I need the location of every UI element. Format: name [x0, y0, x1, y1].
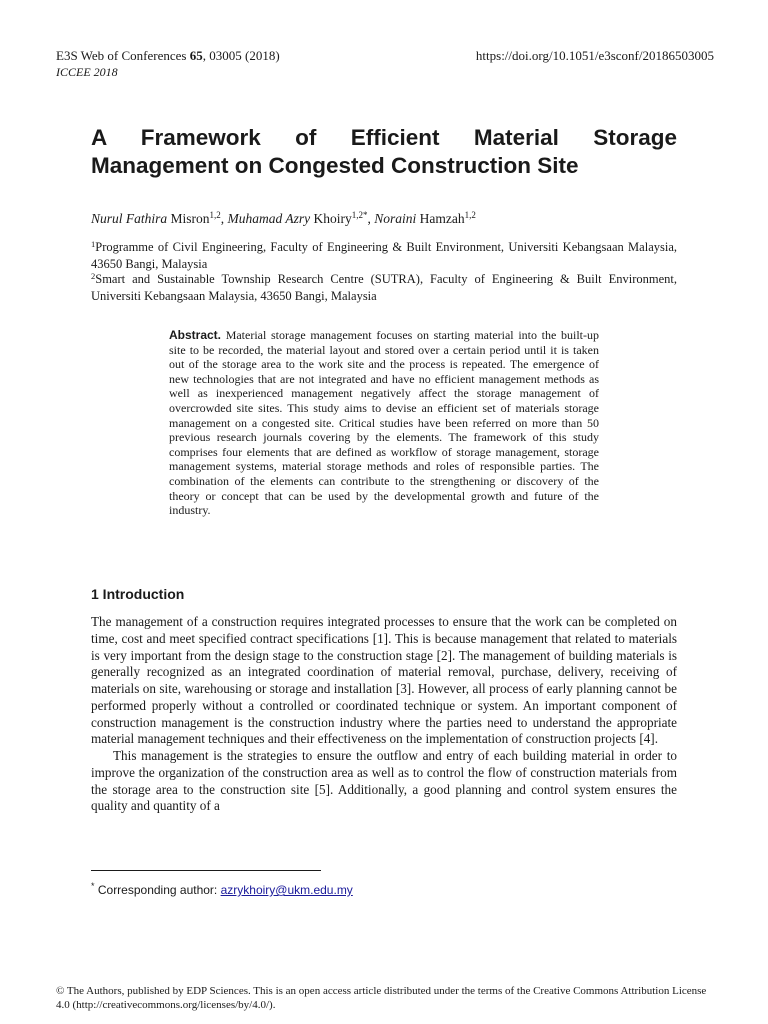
volume-number: 65	[189, 48, 203, 63]
paragraph: This management is the strategies to ensure the outflow and entry of each building material in order to improve the organization of the construction area as well as to control the flow of construction materials from the storage area to the construction site [5]. Additionally, a good planning and control system ensures the quality and quantity of a	[91, 748, 677, 814]
footnote-divider	[91, 870, 321, 871]
license-notice: © The Authors, published by EDP Sciences. This is an open access article distributed under the terms of the Creative Commons Attribution License 4.0 (http://creativecommons.org/licenses/by/4.0/).	[56, 985, 707, 1011]
abstract-label: Abstract.	[169, 328, 222, 342]
abstract	[169, 328, 599, 518]
author-email-link[interactable]: azrykhoiry@ukm.edu.my	[220, 883, 353, 897]
affiliation: $^2$Smart and Sustainable Township Research Centre (SUTRA), Faculty of Engineering & Built Environment, Universiti Kebangsaan Malaysia, 43650 Bangi, Malaysia	[91, 271, 677, 303]
conference-citation: E3S Web of Conferences 65, 03005 (2018)	[56, 48, 280, 63]
paragraph: The management of a construction requires integrated processes to ensure that the work can be completed on time, cost and meet specified contract specifications [1]. This is because management that related to materials is very important from the design stage to the construction stage [2]. The management of building materials is generally recognized as an integrated coordination of material removal, purchase, delivery, receiving of materials on site, warehousing or storage and installation [3]. However, all process of early planning cannot be performed properly without a controlled or coordinated technique or system. An important component of construction management is the construction industry where the parties need to understand the appropriate material management techniques and their effectiveness on the implementation of construction projects [4].	[91, 614, 677, 747]
corresponding-author-footnote: * Corresponding author: azrykhoiry@ukm.edu.my	[91, 881, 353, 897]
author: Noraini Hamzah$^{1,2}$	[374, 210, 476, 226]
abstract-text: Material storage management focuses on starting material into the built-up site to be recorded, the material layout and stored over a certain period until it is taken out of the storage area to the work site and the process is repeated. The emergence of new technologies that are not integrated and have no efficient management methods as well as inexperienced management negatively affect the storage management of overcrowded site sites. This study aims to devise an efficient set of materials storage management on a congested site. Critical studies have been referred on more than 50 previous research journals covering by the elements. The framework of this study comprises four elements that are defined as workflow of storage management, storage management systems, material storage methods and roles of responsible parties. The combination of the elements can contribute to the strengthening or discovery of the theory or concept that can be used by the developmental growth and future of the industry.	[169, 328, 599, 518]
event-name: ICCEE 2018	[56, 65, 118, 79]
body-text	[91, 614, 677, 815]
author-list	[91, 206, 476, 228]
affiliation: $^1$Programme of Civil Engineering, Faculty of Engineering & Built Environment, Universiti Kebangsaan Malaysia, 43650 Bangi, Malaysia	[91, 239, 677, 271]
section-heading: 1 Introduction	[91, 586, 185, 602]
running-header-left	[56, 48, 280, 80]
author: Nurul Fathira Misron$^{1,2}$,	[91, 210, 228, 226]
doi-link[interactable]: https://doi.org/10.1051/e3sconf/20186503005	[475, 48, 714, 63]
paper-title: A Framework of Efficient Material Storage Management on Congested Construction Site	[91, 125, 677, 178]
author: Muhamad Azry Khoiry$^{1,2*}$,	[227, 210, 375, 226]
